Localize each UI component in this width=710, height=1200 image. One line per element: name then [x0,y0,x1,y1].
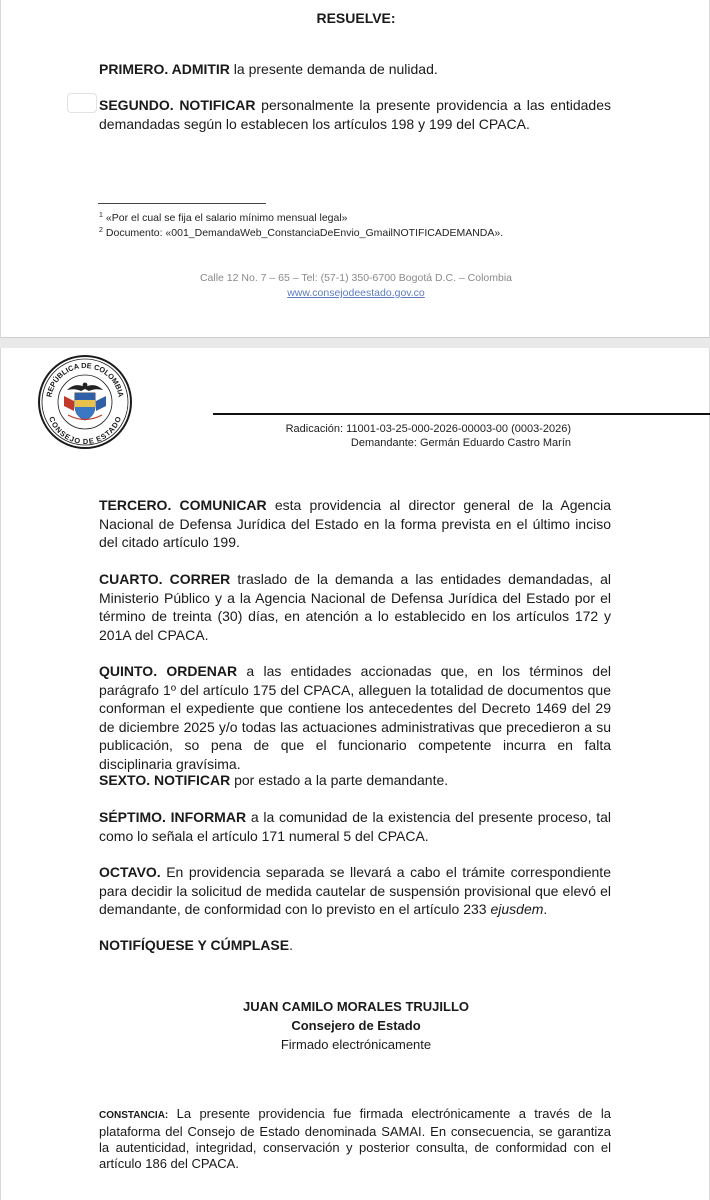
constancia-label: CONSTANCIA: [99,1110,169,1121]
septimo-text: a la comunidad de la existencia del presente proceso, tal como lo señala el artículo 171 numeral 5 del CPACA. [99,809,611,844]
segundo-text: personalmente la presente providencia a las entidades demandadas según lo establecen los artículos 198 y 199 del CPACA. [99,97,611,132]
signature-name: JUAN CAMILO MORALES TRUJILLO [242,999,470,1014]
header-rule [213,413,710,415]
footnote-divider [98,203,266,204]
octavo-paragraph [99,863,611,919]
octavo-end: . [543,901,548,917]
footnote-1 [99,212,348,224]
primero-text: la presente demanda de nulidad. [229,61,438,77]
cuarto-label: CUARTO. CORRER [99,571,231,587]
segundo-paragraph [99,96,611,133]
quinto-label: QUINTO. ORDENAR [99,663,238,679]
quinto-text: a las entidades accionadas que, en los términos del parágrafo 1º del artículo 175 del CPACA, alleguen la totalidad de documentos que conforman el expediente que contiene los antecedentes del Decreto 1469 del 29 de diciembre 2025 y/o todas las actuaciones administrativas que precedieron a su publicación, so pena de que el funcionario competente incurra en falta disciplinaria gravísima. [99,663,611,772]
footnote-1-number: 1 [99,212,103,219]
footnote-2-text: Documento: «001_DemandaWeb_ConstanciaDeEnvio_GmailNOTIFICADEMANDA». [105,227,504,239]
signature-role: Consejero de Estado [291,1018,421,1033]
octavo-italic: ejusdem [490,901,544,917]
septimo-label: SÉPTIMO. INFORMAR [99,809,247,825]
cuarto-text: traslado de la demanda a las entidades demandadas, al Ministerio Público y a la Agencia Nacional de Defensa Jurídica del Estado por el término de treinta (30) días, en atención a lo establecido en los artículos 172 y 201A del CPACA. [99,571,611,643]
segundo-label: SEGUNDO. NOTIFICAR [99,97,256,113]
signature-note: Firmado electrónicamente [280,1037,432,1052]
footnote-2 [99,227,503,239]
primero-label: PRIMERO. ADMITIR [99,61,230,77]
seal-bottom-text: CONSEJO DE ESTADO [47,415,123,446]
constancia-paragraph [99,1106,611,1172]
footnote-1-text: «Por el cual se fija el salario mínimo mensual legal» [105,212,348,224]
page-gap [0,338,710,348]
octavo-label: OCTAVO. [99,864,161,880]
seal-top-text: REPÚBLICA DE COLOMBIA [44,360,126,398]
document-page-2 [0,348,710,1200]
footer-website-link[interactable]: www.consejodeestado.gov.co [287,287,425,299]
cuarto-paragraph [99,570,611,644]
sexto-paragraph [99,771,611,790]
resuelve-heading: RESUELVE: [316,10,396,26]
primero-paragraph [99,60,611,79]
consejo-de-estado-seal [37,354,133,450]
closing-paragraph [99,936,611,955]
septimo-paragraph [99,808,611,845]
document-page-1 [0,0,710,338]
footer-address: Calle 12 No. 7 – 65 – Tel: (57-1) 350-6700 Bogotá D.C. – Colombia [199,272,513,284]
tercero-paragraph [99,496,611,552]
radicacion-line: Radicación: 11001-03-25-000-2026-00003-00 (0003-2026) [285,423,571,435]
constancia-text: La presente providencia fue firmada electrónicamente a través de la plataforma del Consejo de Estado denominada SAMAI. En consecuencia, se garantiza la autenticidad, integridad, conservación y posterior consulta, de conformidad con el artículo 186 del CPACA. [99,1106,611,1171]
demandante-line: Demandante: Germán Eduardo Castro Marín [350,437,571,449]
octavo-text: En providencia separada se llevará a cabo el trámite correspondiente para decidir la solicitud de medida cautelar de suspensión provisional que elevó el demandante, de conformidad con lo previsto en el artículo 233 [99,864,611,917]
scan-artifact-icon [67,93,97,113]
sexto-text: por estado a la parte demandante. [230,772,449,788]
tercero-text: esta providencia al director general de la Agencia Nacional de Defensa Jurídica del Estado en la forma prevista en el último inciso del citado artículo 199. [99,497,611,550]
case-reference [213,422,571,450]
quinto-paragraph [99,662,611,773]
tercero-label: TERCERO. COMUNICAR [99,497,267,513]
sexto-label: SEXTO. NOTIFICAR [99,772,231,788]
closing-end: . [289,937,293,953]
closing-label: NOTIFÍQUESE Y CÚMPLASE [99,937,290,953]
footnote-2-number: 2 [99,227,103,234]
